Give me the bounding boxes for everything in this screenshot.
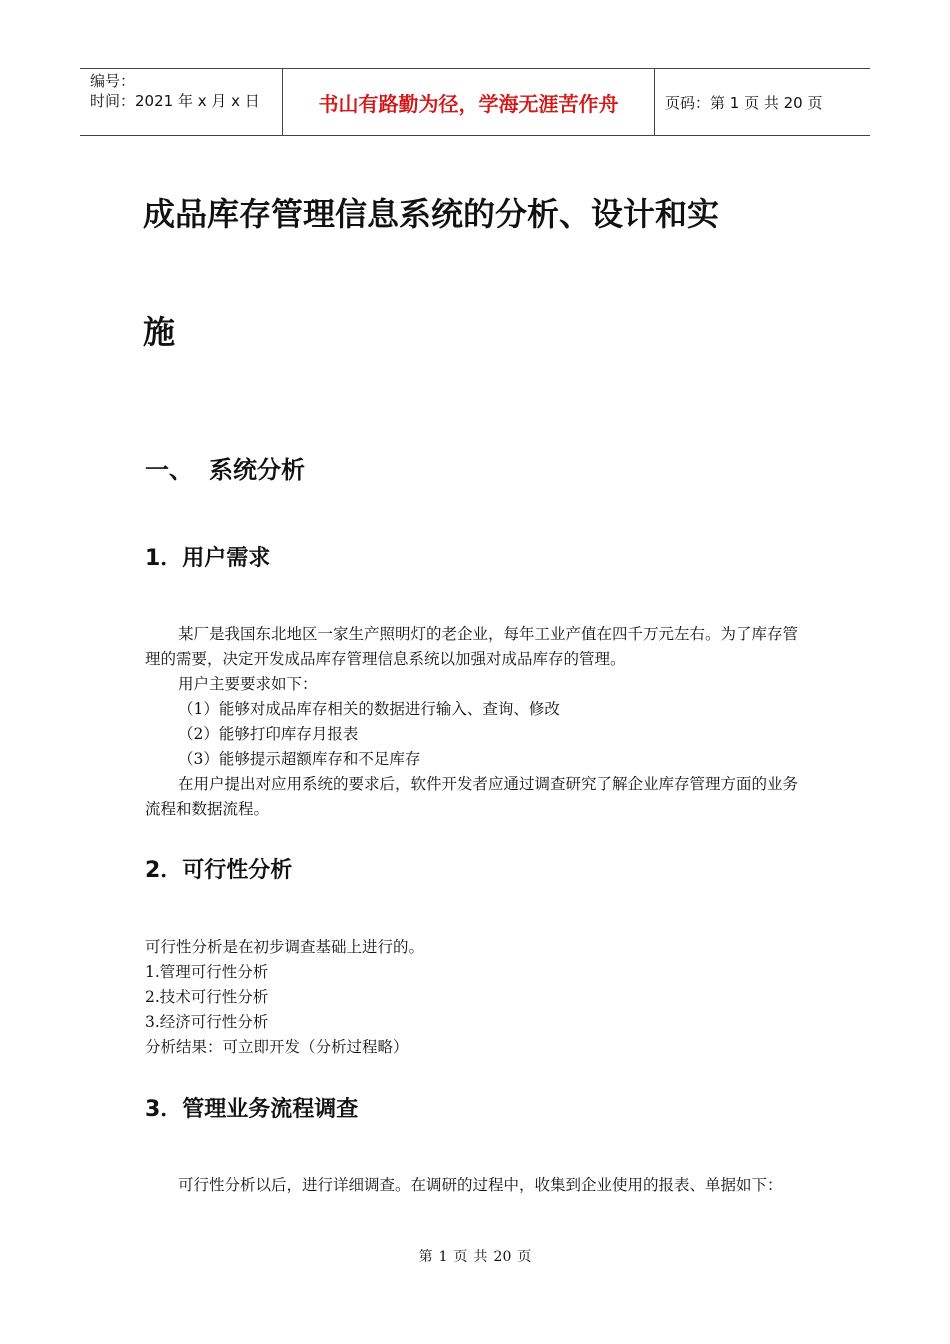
header-meta bbox=[80, 69, 282, 135]
feasibility-item: 3.经济可行性分析 bbox=[145, 1013, 269, 1031]
feasibility-item: 2.技术可行性分析 bbox=[145, 988, 269, 1006]
page-header bbox=[80, 68, 870, 136]
requirement-item: （1）能够对成品库存相关的数据进行输入、查询、修改 bbox=[178, 700, 560, 718]
doc-time-label: 时间：2021 年 x 月 x 日 bbox=[90, 92, 260, 110]
paragraph-process: 在用户提出对应用系统的要求后，软件开发者应通过调查研究了解企业库存管理方面的业务流程和数据流程。 bbox=[145, 775, 799, 818]
footer-total-pages: 20 bbox=[493, 1249, 512, 1265]
requirement-item: （3）能够提示超额库存和不足库存 bbox=[178, 750, 421, 768]
section-heading-1 bbox=[145, 450, 305, 485]
footer-page-number: 1 bbox=[438, 1249, 448, 1265]
footer-text: 页 bbox=[517, 1249, 532, 1265]
page-footer bbox=[0, 1246, 950, 1266]
subsection-heading-1: 1．用户需求 bbox=[145, 546, 271, 571]
requirement-item: （2）能够打印库存月报表 bbox=[178, 725, 359, 743]
footer-text: 第 bbox=[418, 1249, 433, 1265]
header-page-label: 页码：第 1 页 共 20 页 bbox=[665, 93, 823, 112]
section-number: 一、 bbox=[145, 456, 193, 484]
subsection-heading-3: 3．管理业务流程调查 bbox=[145, 1097, 359, 1122]
paragraph-requirements-lead: 用户主要要求如下： bbox=[178, 675, 318, 693]
subsection-heading-2: 2．可行性分析 bbox=[145, 858, 293, 883]
footer-text: 共 bbox=[473, 1249, 488, 1265]
doc-title-line1: 成品库存管理信息系统的分析、设计和实 bbox=[143, 195, 720, 233]
footer-text: 页 bbox=[453, 1249, 468, 1265]
header-motto: 书山有路勤为径，学海无涯苦作舟 bbox=[282, 69, 655, 135]
paragraph-investigation: 可行性分析以后，进行详细调查。在调研的过程中，收集到企业使用的报表、单据如下： bbox=[178, 1176, 783, 1194]
section-title: 系统分析 bbox=[209, 456, 305, 484]
feasibility-item: 1.管理可行性分析 bbox=[145, 963, 269, 981]
feasibility-result: 分析结果：可立即开发（分析过程略） bbox=[145, 1038, 409, 1056]
doc-id-label: 编号： bbox=[90, 72, 136, 90]
feasibility-intro: 可行性分析是在初步调查基础上进行的。 bbox=[145, 938, 425, 956]
paragraph-intro: 某厂是我国东北地区一家生产照明灯的老企业，每年工业产值在四千万元左右。为了库存管理的需要，决定开发成品库存管理信息系统以加强对成品库存的管理。 bbox=[145, 625, 799, 668]
doc-title-line2: 施 bbox=[143, 313, 176, 351]
